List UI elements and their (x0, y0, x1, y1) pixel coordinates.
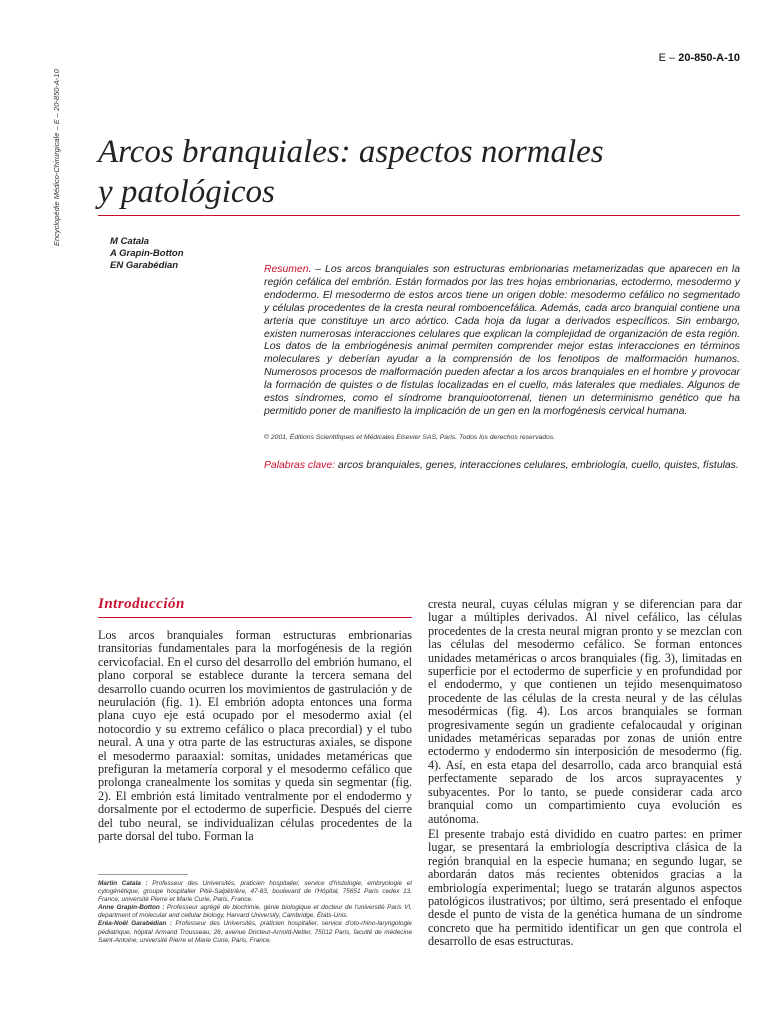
body-paragraph: El presente trabajo está dividido en cuatro partes: en primer lugar, se presentará la embriología descriptiva clásica de la región branquial en la especie humana; en segundo lugar, se abordarán datos más recientes obtenidos gracias a la embriología experimental; luego se tratarán algunos aspectos patológicos ilustrativos; por último, será presentado el enfoque desde el punto de vista de la genética humana de un síndrome concreto que ha permitido identificar un gen que controla el desarrollo de esas estructuras. (428, 826, 742, 949)
author-list (110, 236, 184, 272)
author-affiliations (98, 880, 412, 945)
author-2: A Grapin-Botton (110, 248, 184, 259)
affiliation-name: Anne Grapin-Botton : (98, 904, 165, 912)
title-line-2: y patológicos (98, 174, 275, 210)
keywords-text: arcos branquiales, genes, interacciones celulares, embriología, cuello, quistes, fístulas. (335, 460, 739, 471)
author-1: M Catala (110, 236, 150, 247)
affiliation-text: Professeur des Universités, praticien hospitalier, service d'oto-rhino-laryngologie pédiatrique, hôpital Armand Trousseau, 26, avenue Docteur-Arnold-Netter, 75012 Paris, faculté de médecine Saint-Antoine, université Pierre et Marie Curie, Paris, France. (98, 920, 412, 944)
affiliation-item (98, 920, 412, 944)
abstract (264, 264, 740, 419)
section-heading-introduction: Introducción (98, 596, 185, 612)
affiliation-name: Martin Catala : (98, 880, 148, 887)
body-paragraph: cresta neural, cuyas células migran y se diferencian para dar lugar a múltiples derivados. Al nivel cefálico, las células procedentes de la cresta neural migran pronto y se mezclan con las células del mesodermo cefálico. Se forman entonces unidades metaméricas o arcos branquiales (fig. 3), limitadas en superficie por el ectodermo de superficie y en profundidad por el endodermo, y que contienen un tejido mesenquimatoso procedente de las células de la cresta neural y de las células mesodérmicas (fig. 4). Los arcos branquiales se forman progresivamente según un gradiente cefalocaudal y originan unidades metaméricas separadas por zonas de unión entre ectodermo y endodermo sin interposición de mesodermo (fig. 4). Así, en esta etapa del desarrollo, cada arco branquial está perfectamente separado de los arcos suprayacentes y subyacentes. Por lo tanto, se puede considerar cada arco branquial como un compartimiento cuya evolución es autónoma. (428, 597, 742, 826)
affiliation-item (98, 904, 412, 920)
title-divider (98, 215, 740, 216)
author-3: EN Garabédian (110, 260, 179, 271)
affiliation-name: Eréa-Noël Garabédian : (98, 920, 172, 928)
affiliation-item (98, 880, 412, 904)
body-column-right (428, 598, 742, 949)
title-line-1: Arcos branquiales: aspectos normales (98, 134, 604, 170)
section-divider (98, 617, 412, 618)
article-code-number: 20-850-A-10 (678, 52, 740, 64)
journal-sidebar-text: Encyclopédie Médico-Chirurgicale – E – 20-850-A-10 (52, 69, 61, 246)
article-code-prefix: E – (658, 52, 676, 64)
footnote-divider (98, 874, 188, 875)
page-title (98, 132, 658, 212)
affiliation-text: Professeur des Universités, praticien hospitalier, service d'histologie, embryologie et cytogénétique, groupe hospitalier Pitié-Salpêtrière, 47-83, boulevard de l'Hôpital, 75651 Paris cedex 13, France, université Pierre et Marie Curie, Paris, France. (98, 880, 412, 904)
body-paragraph: Los arcos branquiales forman estructuras embrionarias transitorias fundamentales para la morfogénesis de la región cervicofacial. En el curso del desarrollo del embrión humano, el plano corporal se establece durante la tercera semana del desarrollo cuando ocurren los movimientos de gastrulación y de neurulación (fig. 1). El embrión adopta entonces una forma plana cuyo eje está ocupado por el mesodermo axial (el notocordio y su extremo cefálico o placa precordial) y el tubo neural. A una y otra parte de las estructuras axiales, se dispone el mesodermo paraaxial: somitas, unidades metaméricas que prefiguran la metamería corporal y el mesodermo cefálico que prolonga cranealmente los somitas y queda sin segmentar (fig. 2). El embrión está limitado ventralmente por el endodermo y dorsalmente por el ectodermo de superficie. Después del cierre del tubo neural, se individualizan células procedentes de la parte dorsal del tubo. Forman la (98, 628, 412, 844)
keywords (264, 460, 740, 473)
journal-sidebar (50, 48, 64, 248)
affiliation-text: Professeur agrégé de biochimie, génie biologique et docteur de l'université Paris VI, department of molecular and cellular biology, Harvard University, Cambridge, États-Unis. (98, 904, 412, 920)
article-code (659, 52, 740, 64)
copyright-notice: © 2001, Éditions Scientifiques et Médicales Elsevier SAS, Paris. Todos los derechos reservados. (264, 434, 556, 441)
abstract-text: – Los arcos branquiales son estructuras embrionarias metamerizadas que aparecen en la región cefálica del embrión. Están formados por las tres hojas embrionarias, ectodermo, mesodermo y endodermo. El mesodermo de estos arcos tiene un origen doble: mesodermo cefálico no segmentado y células procedentes de la cresta neural romboencefálica. Además, cada arco branquial contiene una arteria que constituye un arco aórtico. Cada hoja da lugar a derivados específicos. Sin embargo, existen numerosas interacciones celulares que explican la complejidad de organización de esta región. Los datos de la embriogénesis animal permiten comprender mejor estas interacciones en términos moleculares y deberían ayudar a la comprensión de los fenotipos de malformación humanos. Numerosos procesos de malformación pueden afectar a los arcos branquiales en el hombre y provocar la formación de quistes o de fístulas localizadas en el cuello, más laterales que mediales. Algunos de estos síndromes, como el síndrome branquiootorrenal, tienen un determinismo genético que ha permitido poner de manifiesto la implicación de un gen en la morfogénesis cervical humana. (264, 264, 740, 417)
keywords-label: Palabras clave: (264, 460, 336, 471)
abstract-label: Resumen. (264, 264, 312, 275)
body-column-left (98, 629, 412, 844)
